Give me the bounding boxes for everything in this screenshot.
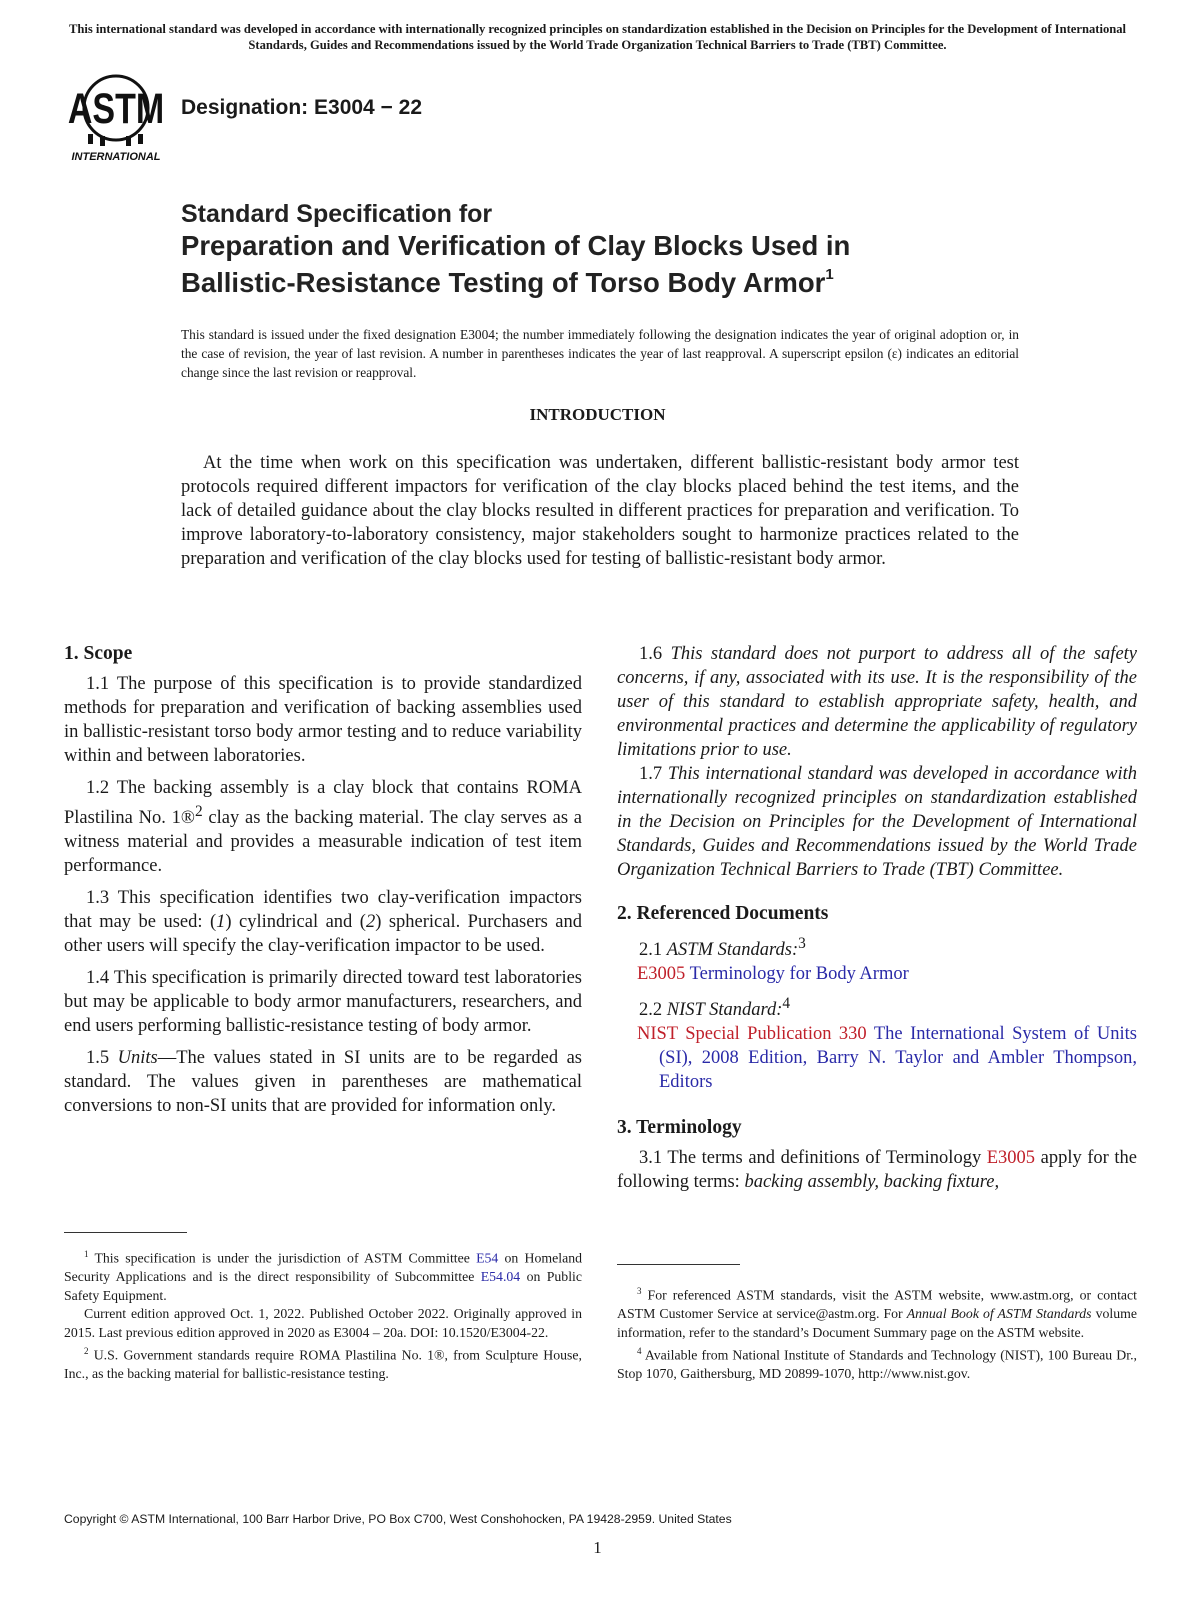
section-2-2: 2.2 NIST Standard:$^4$: [639, 995, 791, 1021]
designation: Designation: E3004 − 22: [181, 96, 423, 119]
section-1-5: 1.5 Units—The values stated in SI units are to be regarded as standard. The values given in parentheses are mathematical conversions to non-SI units that are provided for information only.: [64, 1048, 583, 1117]
section-1-6: 1.6 This standard does not purport to address all of the safety concerns, if any, associated with its use. It is the responsibility of the user of this standard to establish appropriate safety, health, and environmental practices and determine the applicability of regulatory limitations prior to use.: [617, 644, 1138, 760]
terminology-e3005-link[interactable]: E3005: [986, 1148, 1036, 1169]
page-number: 1: [593, 1538, 602, 1557]
title-line-3: Ballistic-Resistance Testing of Torso Body Armor$^1$: [181, 266, 834, 299]
title-line-1: Standard Specification for: [181, 200, 493, 228]
section-1-3: 1.3 This specification identifies two clay-verification impactors that may be used: (1) cylindrical and (2) spherical. Purchasers and other users will specify the clay-verification impactor to be used.: [64, 888, 583, 957]
section-1-4: 1.4 This specification is primarily directed toward test laboratories but may be applicable to body armor manufacturers, researchers, and end users performing ballistic-resistance testing of body armor.: [64, 968, 582, 1037]
title-footnote-mark[interactable]: 1: [825, 266, 834, 283]
footnote-3: $^3$ For referenced ASTM standards, visit the ASTM website, www.astm.org, or contact ASTM Customer Service at service@astm.org. For Annual Book of ASTM Standards volume information, refer to the standard’s Document Summary page on the ASTM website.: [617, 1286, 1137, 1340]
introduction-text: At the time when work on this specification was undertaken, different ballistic-resistant body armor test protocols required different impactors for verification of the clay blocks placed behind the test items, and the lack of detailed guidance about the clay blocks resulted in different practices for preparation and verification. To improve laboratory-to-laboratory consistency, major stakeholders sought to harmonize practices related to the preparation and verification of the clay blocks used for testing of ballistic-resistant body armor.: [181, 453, 1019, 569]
left-column: [64, 642, 582, 1126]
footnotes-right: [617, 1282, 1137, 1384]
footnote-rule-right: [617, 1264, 740, 1265]
reference-nist-title[interactable]: The International System of Units (SI), 2008 Edition, Barry N. Taylor and Ambler Thompson, Editors: [659, 1024, 1138, 1093]
committee-e54-link[interactable]: E54: [476, 1250, 499, 1266]
reference-e3005[interactable]: [617, 962, 1137, 986]
copyright-notice: Copyright © ASTM International, 100 Barr Harbor Drive, PO Box C700, West Conshohocken, PA 19428-2959. United States: [64, 1512, 732, 1526]
reference-nist-sp330[interactable]: [617, 1022, 1137, 1094]
reference-e3005-title[interactable]: Terminology for Body Armor: [685, 964, 909, 985]
svg-text:INTERNATIONAL: INTERNATIONAL: [71, 151, 161, 163]
section-1-7: 1.7 This international standard was developed in accordance with internationally recognized principles on standardization established in the Decision on Principles for the Development of International Standards, Guides and Recommendations issued by the World Trade Organization Technical Barriers to Trade (TBT) Committee.: [617, 764, 1138, 880]
footnote-ref-4[interactable]: 4: [782, 995, 791, 1013]
introduction-heading: INTRODUCTION: [529, 405, 666, 424]
footnote-ref-3[interactable]: 3: [798, 935, 806, 952]
footnotes-left: [64, 1245, 582, 1384]
footnote-4: $^4$ Available from National Institute of Standards and Technology (NIST), 100 Bureau Dr., Stop 1070, Gaithersburg, MD 20899-1070, http://www.nist.gov.: [617, 1346, 1137, 1382]
section-1-2: 1.2 The backing assembly is a clay block that contains ROMA Plastilina No. 1®$^2$ clay as the backing material. The clay serves as a witness material and provides a measurable indication of test item performance.: [64, 778, 582, 877]
footnote-ref-2[interactable]: 2: [194, 803, 203, 820]
section-2-1: 2.1 ASTM Standards:$^3$: [639, 935, 806, 961]
reference-nist-code[interactable]: NIST Special Publication 330: [637, 1024, 867, 1045]
reference-e3005-code[interactable]: E3005: [637, 964, 686, 985]
title-line-2: Preparation and Verification of Clay Blocks Used in: [181, 230, 851, 261]
section-3-1: 3.1 The terms and definitions of Terminology E3005 apply for the following terms: backing assembly, backing fixture,: [617, 1148, 1137, 1193]
footnote-rule-left: [64, 1232, 187, 1233]
referenced-documents-heading: 2. Referenced Documents: [617, 903, 829, 924]
right-column: [617, 642, 1137, 1202]
svg-text:ASTM: ASTM: [67, 85, 165, 133]
terminology-heading: 3. Terminology: [617, 1117, 742, 1139]
document-title: [181, 198, 1081, 299]
section-1-1: 1.1 The purpose of this specification is to provide standardized methods for preparation and verification of backing assemblies used in ballistic-resistant torso body armor testing and to reduce variability within and between laboratories.: [64, 674, 582, 766]
astm-logo: [62, 68, 170, 166]
wto-notice: This international standard was developed in accordance with internationally recognized principles on standardization established in the Decision on Principles for the Development of International Standards, Guides and Recommendations issued by the World Trade Organization Technical Barriers to Trade (TBT) Committee.: [68, 22, 1127, 52]
footnote-1: $^1$ This specification is under the jurisdiction of ASTM Committee E54 on Homeland Security Applications and is the direct responsibility of Subcommittee E54.04 on Public Safety Equipment.: [64, 1249, 583, 1303]
footnote-2: $^2$ U.S. Government standards require ROMA Plastilina No. 1®, from Sculpture House, Inc., as the backing material for ballistic-resistance testing.: [64, 1346, 582, 1382]
footnote-1-edition: Current edition approved Oct. 1, 2022. Published October 2022. Originally approved in 2015. Last previous edition approved in 2020 as E3004 – 20a. DOI: 10.1520/E3004-22.: [64, 1306, 582, 1340]
subcommittee-e54-04-link[interactable]: E54.04: [480, 1269, 521, 1285]
issued-note: This standard is issued under the fixed designation E3004; the number immediately following the designation indicates the year of original adoption or, in the case of revision, the year of last revision. A number in parentheses indicates the year of last reapproval. A superscript epsilon (ε) indicates an editorial change since the last revision or reapproval.: [181, 327, 1019, 380]
scope-heading: 1. Scope: [64, 643, 133, 664]
